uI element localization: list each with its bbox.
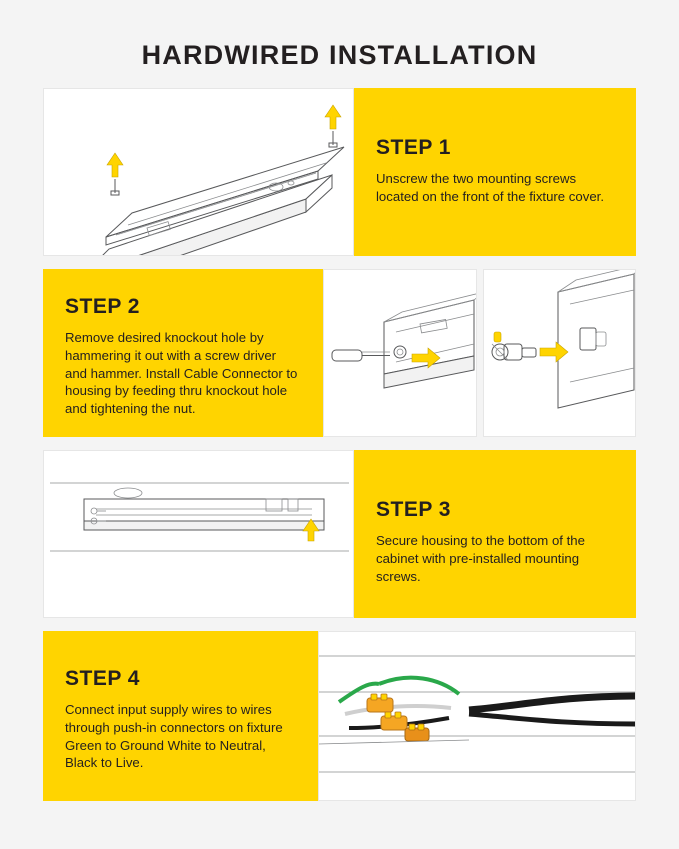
fixture-cover-with-screws-icon <box>44 89 354 256</box>
cable-connector-install-icon <box>484 270 636 437</box>
step-2-illustration-a <box>323 269 476 437</box>
steps-container <box>43 88 636 814</box>
step-row-4 <box>43 631 636 801</box>
step-3-illustration <box>43 450 354 618</box>
wire-push-in-connectors-icon <box>319 632 636 801</box>
step-1-label: STEP 1 <box>376 136 451 159</box>
step-3-text-panel <box>354 450 636 618</box>
push-in-connector-3 <box>405 724 429 741</box>
step-4-text-panel <box>43 631 318 801</box>
step-1-text: Unscrew the two mounting screws located on the front of the fixture cover. <box>376 171 604 204</box>
step-1-illustration <box>43 88 354 256</box>
step-4-text: Connect input supply wires to wires through push-in connectors on fixture Green to Ground White to Neutral, Black to Live. <box>65 702 283 771</box>
knockout-hole-screwdriver-icon <box>324 270 476 437</box>
step-1-text-panel <box>354 88 636 256</box>
step-row-3 <box>43 450 636 618</box>
step-2-text: Remove desired knockout hole by hammering it out with a screw driver and hammer. Install Cable Connector to housing by feeding thru knockout hole and tightening the nut. <box>65 330 298 417</box>
push-in-connector-1 <box>367 694 393 712</box>
step-2-illustration-b <box>483 269 636 437</box>
step-row-1 <box>43 88 636 256</box>
housing-mounted-under-cabinet-icon <box>44 451 354 618</box>
push-in-connector-2 <box>381 712 407 730</box>
step-2-text-panel <box>43 269 323 437</box>
screw-arrow-right <box>325 105 341 147</box>
page-title: HARDWIRED INSTALLATION <box>141 40 538 70</box>
step-4-label: STEP 4 <box>65 667 140 690</box>
screw-arrow-left <box>107 153 123 195</box>
step-4-illustration <box>318 631 636 801</box>
step-3-label: STEP 3 <box>376 498 451 521</box>
cable-connector-part <box>492 332 536 360</box>
step-3-text: Secure housing to the bottom of the cabinet with pre-installed mounting screws. <box>376 533 585 584</box>
step-2-label: STEP 2 <box>65 295 140 318</box>
step-row-2 <box>43 269 636 437</box>
